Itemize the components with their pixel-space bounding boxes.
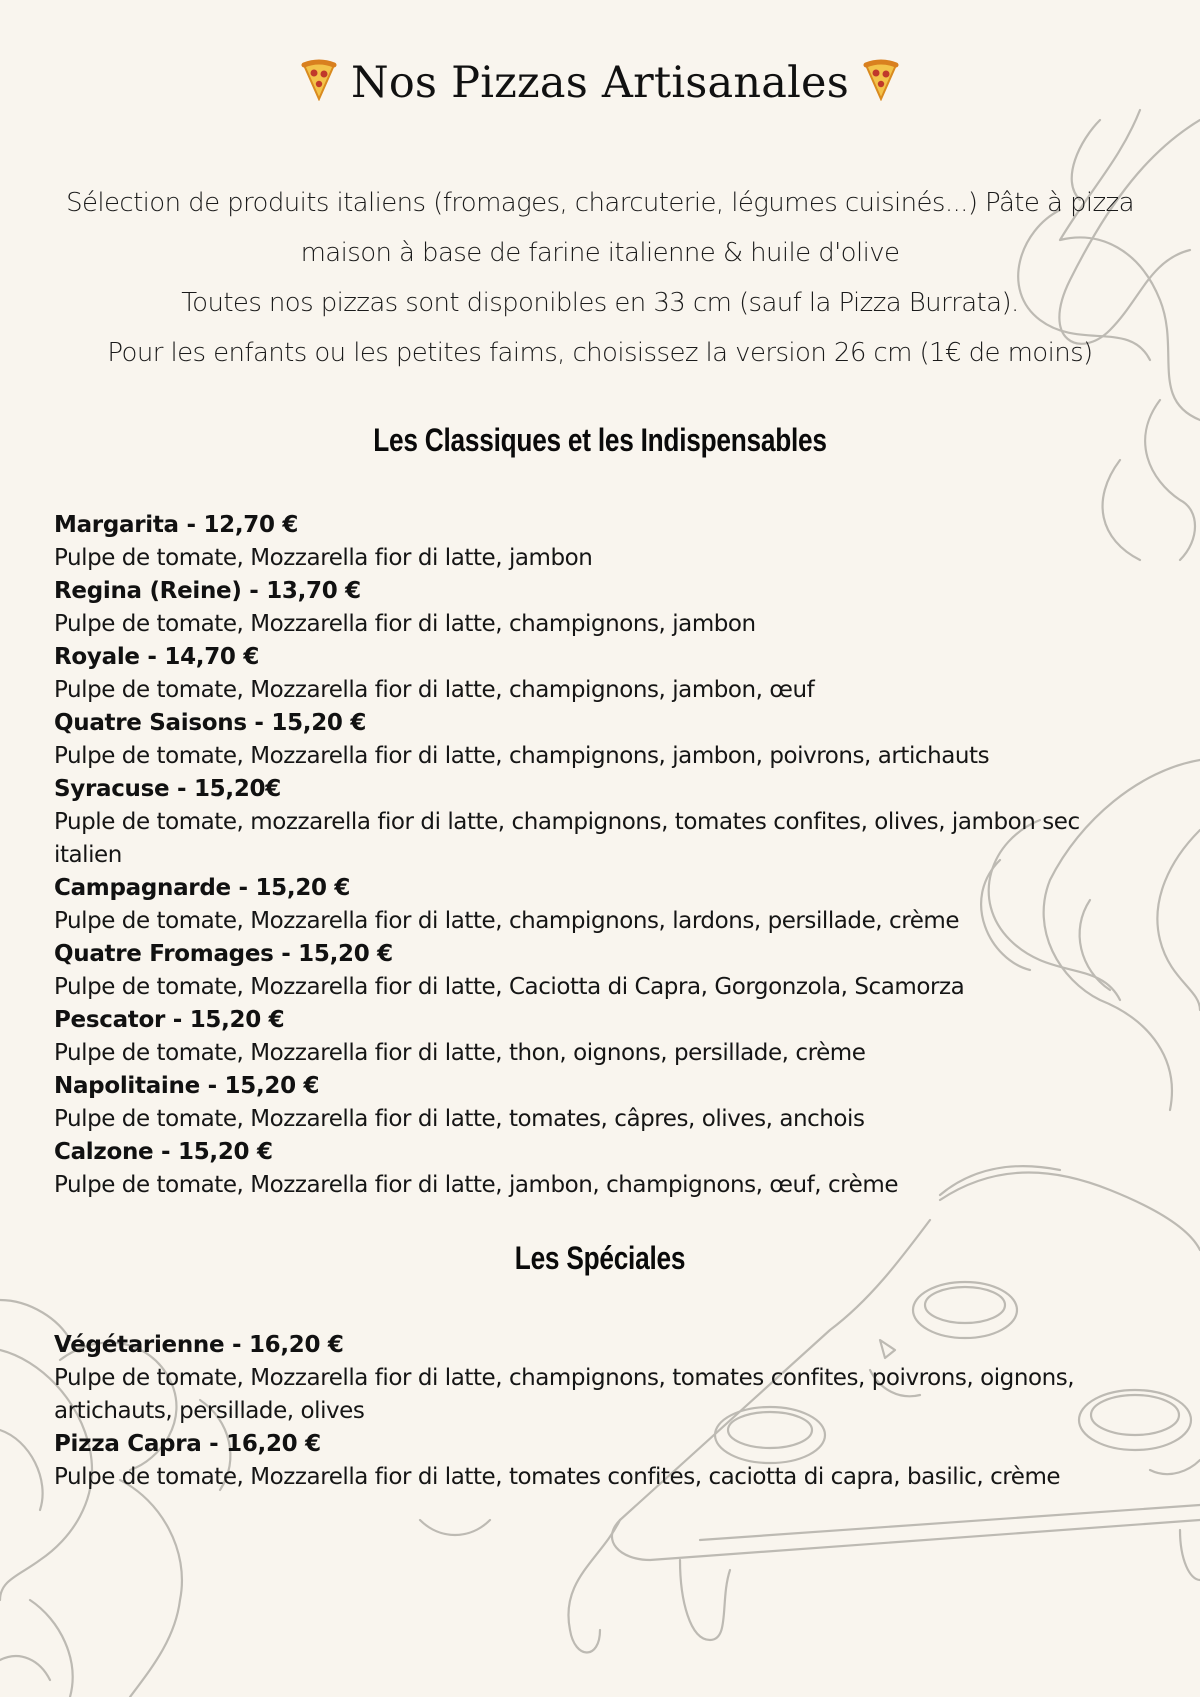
list-item [54, 575, 1154, 641]
pizza-name-price: Pizza Capra - 16,20 € [54, 1431, 321, 1457]
pizza-slice-icon [301, 59, 337, 101]
pizza-slice-icon [863, 59, 899, 101]
pizza-ingredients: Pulpe de tomate, Mozzarella fior di latte, tomates, câpres, olives, anchois [54, 1106, 865, 1132]
pizza-name-price: Royale - 14,70 € [54, 644, 260, 670]
list-item [54, 1428, 1154, 1494]
pizza-name-price: Végétarienne - 16,20 € [54, 1332, 344, 1358]
pizza-ingredients: Pulpe de tomate, Mozzarella fior di latte, champignons, jambon, poivrons, artichauts [54, 743, 990, 769]
pizza-name-price: Syracuse - 15,20€ [54, 776, 281, 802]
pizza-name-price: Quatre Saisons - 15,20 € [54, 710, 367, 736]
intro-line: Pour les enfants ou les petites faims, choisissez la version 26 cm (1€ de moins) [107, 338, 1093, 368]
list-item [54, 773, 1154, 872]
section-title-classiques: Les Classiques et les Indispensables [373, 422, 827, 458]
list-item [54, 641, 1154, 707]
list-item [54, 1136, 1154, 1202]
list-item [54, 938, 1154, 1004]
section-title-speciales: Les Spéciales [514, 1240, 686, 1276]
pizza-ingredients: Pulpe de tomate, Mozzarella fior di latte, champignons, lardons, persillade, crème [54, 908, 960, 934]
list-item [54, 1004, 1154, 1070]
pizza-ingredients: Pulpe de tomate, Mozzarella fior di latte, champignons, jambon, œuf [54, 677, 815, 703]
pizza-ingredients: Pulpe de tomate, Mozzarella fior di latte, Caciotta di Capra, Gorgonzola, Scamorza [54, 974, 965, 1000]
pizza-name-price: Calzone - 15,20 € [54, 1139, 273, 1165]
pizza-list-speciales [54, 1329, 1154, 1494]
page-title [0, 58, 1200, 108]
pizza-name-price: Quatre Fromages - 15,20 € [54, 941, 393, 967]
list-item [54, 1329, 1154, 1428]
pizza-name-price: Campagnarde - 15,20 € [54, 875, 351, 901]
list-item [54, 707, 1154, 773]
pizza-name-price: Margarita - 12,70 € [54, 512, 299, 538]
pizza-ingredients: Pulpe de tomate, Mozzarella fior di latte, champignons, tomates confites, poivrons, oignons, artichauts, persillade, olives [54, 1365, 1075, 1424]
pizza-ingredients: Pulpe de tomate, Mozzarella fior di latte, jambon [54, 545, 593, 571]
list-item [54, 872, 1154, 938]
pizza-ingredients: Pulpe de tomate, Mozzarella fior di latte, tomates confites, caciotta di capra, basilic, crème [54, 1464, 1061, 1490]
list-item [54, 1070, 1154, 1136]
pizza-ingredients: Puple de tomate, mozzarella fior di latte, champignons, tomates confites, olives, jambon sec italien [54, 809, 1080, 868]
pizza-ingredients: Pulpe de tomate, Mozzarella fior di latte, thon, oignons, persillade, crème [54, 1040, 866, 1066]
intro-line: Toutes nos pizzas sont disponibles en 33 cm (sauf la Pizza Burrata). [181, 288, 1019, 318]
pizza-ingredients: Pulpe de tomate, Mozzarella fior di latte, champignons, jambon [54, 611, 756, 637]
title-text: Nos Pizzas Artisanales [351, 58, 849, 108]
pizza-name-price: Napolitaine - 15,20 € [54, 1073, 320, 1099]
list-item [54, 509, 1154, 575]
pizza-list-classiques [54, 509, 1154, 1202]
intro-line: Sélection de produits italiens (fromages, charcuterie, légumes cuisinés...) Pâte à pizza maison à base de farine italienne & huile d'olive [66, 188, 1134, 268]
pizza-name-price: Regina (Reine) - 13,70 € [54, 578, 361, 604]
pizza-ingredients: Pulpe de tomate, Mozzarella fior di latte, jambon, champignons, œuf, crème [54, 1172, 899, 1198]
pizza-name-price: Pescator - 15,20 € [54, 1007, 285, 1033]
intro-text [60, 178, 1140, 378]
